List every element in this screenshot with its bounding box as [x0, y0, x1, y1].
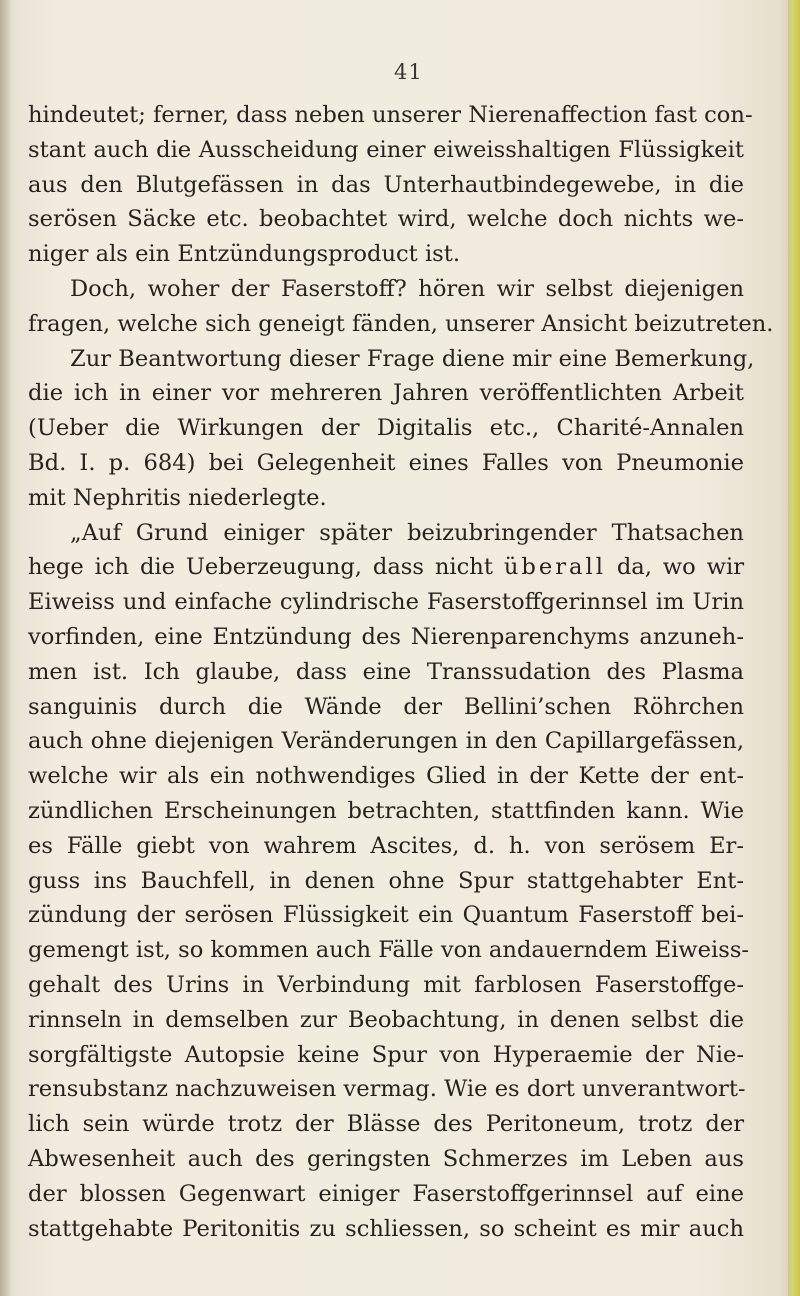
text-line: welche wir als ein nothwendiges Glied in der Kette der ent-: [28, 763, 744, 790]
text-line: Bd. I. p. 684) bei Gelegenheit eines Falles von Pneumonie: [28, 449, 744, 476]
text-line: Eiweiss und einfache cylindrische Faserstoffgerinnsel im Urin: [28, 589, 744, 616]
text-line: zündung der serösen Flüssigkeit ein Quantum Faserstoff bei-: [28, 902, 744, 929]
text-line: es Fälle giebt von wahrem Ascites, d. h. von serösem Er-: [28, 832, 744, 859]
page-right-edge: [788, 0, 800, 1296]
text-line: sorgfältigste Autopsie keine Spur von Hyperaemie der Nie-: [28, 1041, 744, 1068]
text-line: sanguinis durch die Wände der Bellini’schen Röhrchen: [28, 693, 744, 720]
line-start: hege ich die Ueberzeugung, dass nicht: [28, 554, 493, 581]
body-text: [28, 98, 774, 1246]
text-line: vorfinden, eine Entzündung des Nierenparenchyms anzuneh-: [28, 623, 744, 650]
text-line: [28, 550, 744, 585]
text-line: mit Nephritis niederlegte.: [28, 484, 327, 511]
page-number: 41: [394, 60, 423, 84]
line-end: da, wo wir: [616, 554, 744, 581]
text-line: hindeutet; ferner, dass neben unserer Nierenaffection fast con-: [28, 102, 753, 128]
text-line: stant auch die Ausscheidung einer eiweisshaltigen Flüssigkeit: [28, 136, 744, 163]
text-line: rinnseln in demselben zur Beobachtung, in denen selbst die: [28, 1006, 744, 1033]
text-line: die ich in einer vor mehreren Jahren veröffentlichten Arbeit: [28, 380, 744, 407]
text-line: niger als ein Entzündungsproduct ist.: [28, 241, 461, 268]
text-line: „Auf Grund einiger später beizubringender Thatsachen: [70, 519, 744, 546]
emphasized-word: überall: [503, 554, 606, 581]
text-line: zündlichen Erscheinungen betrachten, stattfinden kann. Wie: [28, 797, 744, 824]
text-line: Zur Beantwortung dieser Frage diene mir eine Bemerkung,: [70, 345, 755, 372]
text-line: lich sein würde trotz der Blässe des Peritoneum, trotz der: [28, 1111, 744, 1138]
page-left-edge: [0, 0, 10, 1296]
text-line: men ist. Ich glaube, dass eine Transsudation des Plasma: [28, 658, 744, 685]
text-line: Doch, woher der Faserstoff? hören wir selbst diejenigen: [70, 275, 744, 302]
text-line: stattgehabte Peritonitis zu schliessen, so scheint es mir auch: [28, 1215, 744, 1242]
text-line: gehalt des Urins in Verbindung mit farblosen Faserstoffge-: [28, 971, 744, 998]
text-line: auch ohne diejenigen Veränderungen in den Capillargefässen,: [28, 728, 744, 755]
text-line: Abwesenheit auch des geringsten Schmerzes im Leben aus: [28, 1145, 744, 1172]
text-line: der blossen Gegenwart einiger Faserstoffgerinnsel auf eine: [28, 1180, 744, 1207]
text-line: aus den Blutgefässen in das Unterhautbindegewebe, in die: [28, 171, 744, 198]
text-line: guss ins Bauchfell, in denen ohne Spur stattgehabter Ent-: [28, 867, 744, 894]
text-line: gemengt ist, so kommen auch Fälle von andauerndem Eiweiss-: [28, 937, 750, 964]
text-line: serösen Säcke etc. beobachtet wird, welche doch nichts we-: [28, 206, 744, 233]
text-line: (Ueber die Wirkungen der Digitalis etc., Charité-Annalen: [28, 415, 744, 442]
text-line: fragen, welche sich geneigt fänden, unserer Ansicht beizutreten.: [28, 310, 774, 337]
text-line: rensubstanz nachzuweisen vermag. Wie es dort unverantwort-: [28, 1076, 746, 1103]
